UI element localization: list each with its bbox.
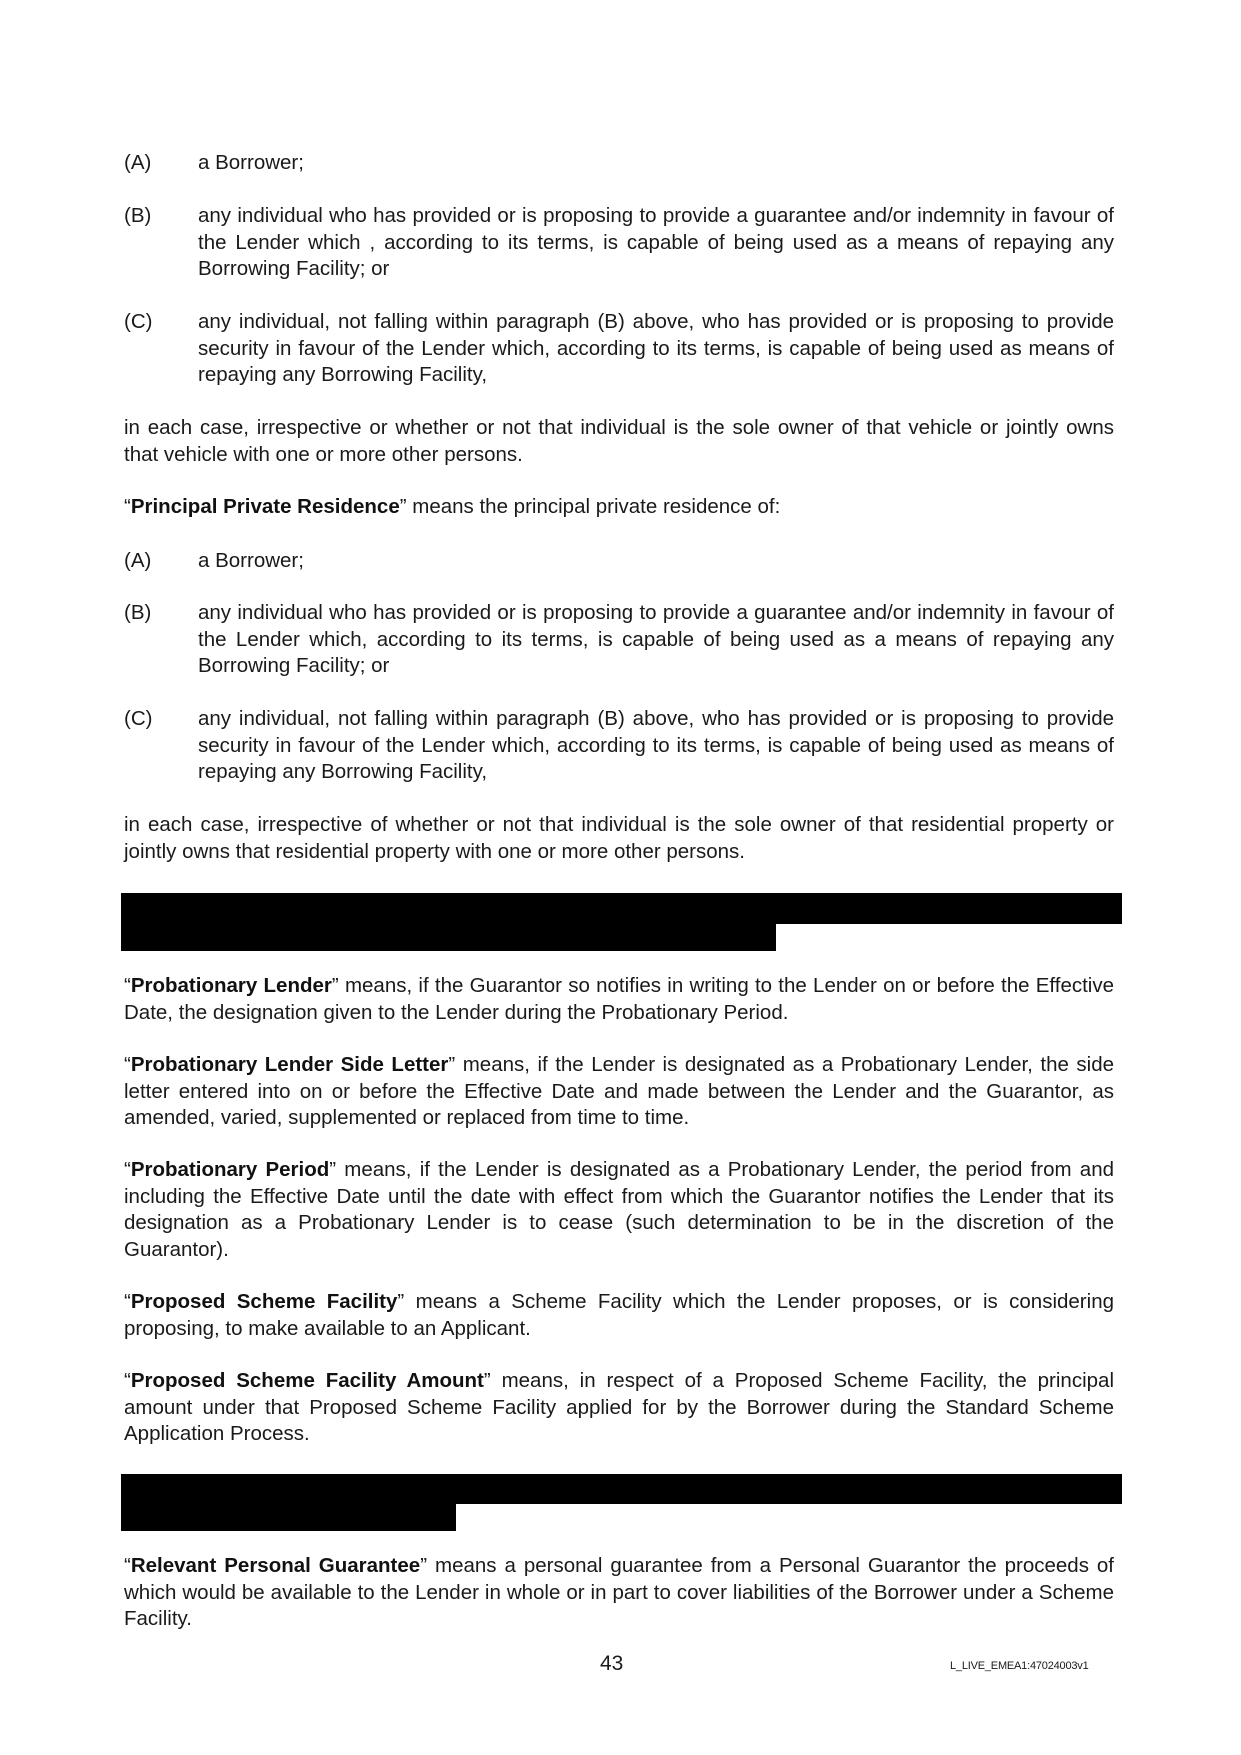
quote: “ bbox=[124, 1053, 131, 1076]
item-text: any individual, not falling within paragraph (B) above, who has provided or is proposing to provide security in favour of the Lender which, according to its terms, is capable of being used as means of repaying any Borrowing Facility, bbox=[198, 707, 1114, 783]
item-text: a Borrower; bbox=[198, 151, 304, 174]
definition-text: ” means a Scheme Facility which the Lender proposes, or is considering proposing, to make available to an Applicant. bbox=[124, 1290, 1114, 1340]
item-label: (B) bbox=[124, 204, 152, 227]
definition-text: ” means, if the Lender is designated as a Probationary Lender, the period from and including the Effective Date until the date with effect from which the Guarantor notifies the Lender that its designation as a Probationary Lender is to cease (such determination to be in the discretion of the Guarantor). bbox=[124, 1158, 1115, 1261]
definition-relevant-personal-guarantee bbox=[124, 1553, 1114, 1633]
definition-probationary-lender-side-letter bbox=[124, 1052, 1114, 1132]
quote: “ bbox=[124, 1369, 131, 1392]
definition-probationary-lender bbox=[124, 973, 1114, 1026]
paragraph-residential: in each case, irrespective of whether or not that individual is the sole owner of that residential property or jointly owns that residential property with one or more other persons. bbox=[124, 813, 1114, 863]
quote: “ bbox=[124, 974, 131, 997]
definition-text: ” means, if the Lender is designated as a Probationary Lender, the side letter entered into on or before the Effective Date and made between the Lender and the Guarantor, as amended, varied, supplemented or replaced from time to time. bbox=[124, 1053, 1114, 1129]
definition-principal-private-residence bbox=[124, 494, 1114, 521]
definition-text: ” means, if the Guarantor so notifies in writing to the Lender on or before the Effective Date, the designation given to the Lender during the Probationary Period. bbox=[124, 974, 1114, 1024]
redaction-block bbox=[121, 920, 776, 951]
quote: “ bbox=[124, 495, 131, 518]
item-label: (C) bbox=[124, 310, 153, 333]
defined-term: Proposed Scheme Facility bbox=[130, 1290, 398, 1313]
defined-term: Probationary Lender bbox=[130, 974, 332, 997]
page-number: 43 bbox=[600, 1652, 624, 1675]
definition-probationary-period bbox=[124, 1157, 1114, 1263]
item-text: a Borrower; bbox=[198, 549, 304, 572]
defined-term: Relevant Personal Guarantee bbox=[130, 1554, 421, 1577]
defined-term: Probationary Period bbox=[130, 1158, 330, 1181]
paragraph-vehicle: in each case, irrespective or whether or not that individual is the sole owner of that vehicle or jointly owns that vehicle with one or more other persons. bbox=[124, 416, 1114, 466]
item-text: any individual who has provided or is proposing to provide a guarantee and/or indemnity in favour of the Lender which , according to its terms, is capable of being used as a means of repaying any Borrowing Facility; or bbox=[198, 204, 1114, 280]
item-label: (A) bbox=[124, 151, 152, 174]
quote: “ bbox=[124, 1554, 131, 1577]
item-label: (B) bbox=[124, 601, 152, 624]
defined-term: Principal Private Residence bbox=[130, 495, 400, 518]
definition-text: ” means a personal guarantee from a Personal Guarantor the proceeds of which would be available to the Lender in whole or in part to cover liabilities of the Borrower under a Scheme Facility. bbox=[124, 1554, 1114, 1630]
definition-proposed-scheme-facility bbox=[124, 1289, 1114, 1342]
defined-term: Proposed Scheme Facility Amount bbox=[130, 1369, 484, 1392]
item-text: any individual, not falling within paragraph (B) above, who has provided or is proposing to provide security in favour of the Lender which, according to its terms, is capable of being used as means of repaying any Borrowing Facility, bbox=[198, 310, 1114, 386]
definition-text: ” means the principal private residence of: bbox=[399, 495, 781, 518]
definition-text: ” means, in respect of a Proposed Scheme Facility, the principal amount under that Proposed Scheme Facility applied for by the Borrower during the Standard Scheme Application Process. bbox=[124, 1369, 1114, 1445]
document-reference: L_LIVE_EMEA1:47024003v1 bbox=[950, 1660, 1089, 1672]
quote: “ bbox=[124, 1158, 131, 1181]
quote: “ bbox=[124, 1290, 131, 1313]
definition-proposed-scheme-facility-amount bbox=[124, 1368, 1114, 1448]
item-text: any individual who has provided or is proposing to provide a guarantee and/or indemnity in favour of the Lender which, according to its terms, is capable of being used as a means of repaying any Borrowing Facility; or bbox=[198, 601, 1114, 677]
redaction-block bbox=[121, 1500, 456, 1531]
defined-term: Probationary Lender Side Letter bbox=[130, 1053, 449, 1076]
item-label: (C) bbox=[124, 707, 153, 730]
item-label: (A) bbox=[124, 549, 152, 572]
